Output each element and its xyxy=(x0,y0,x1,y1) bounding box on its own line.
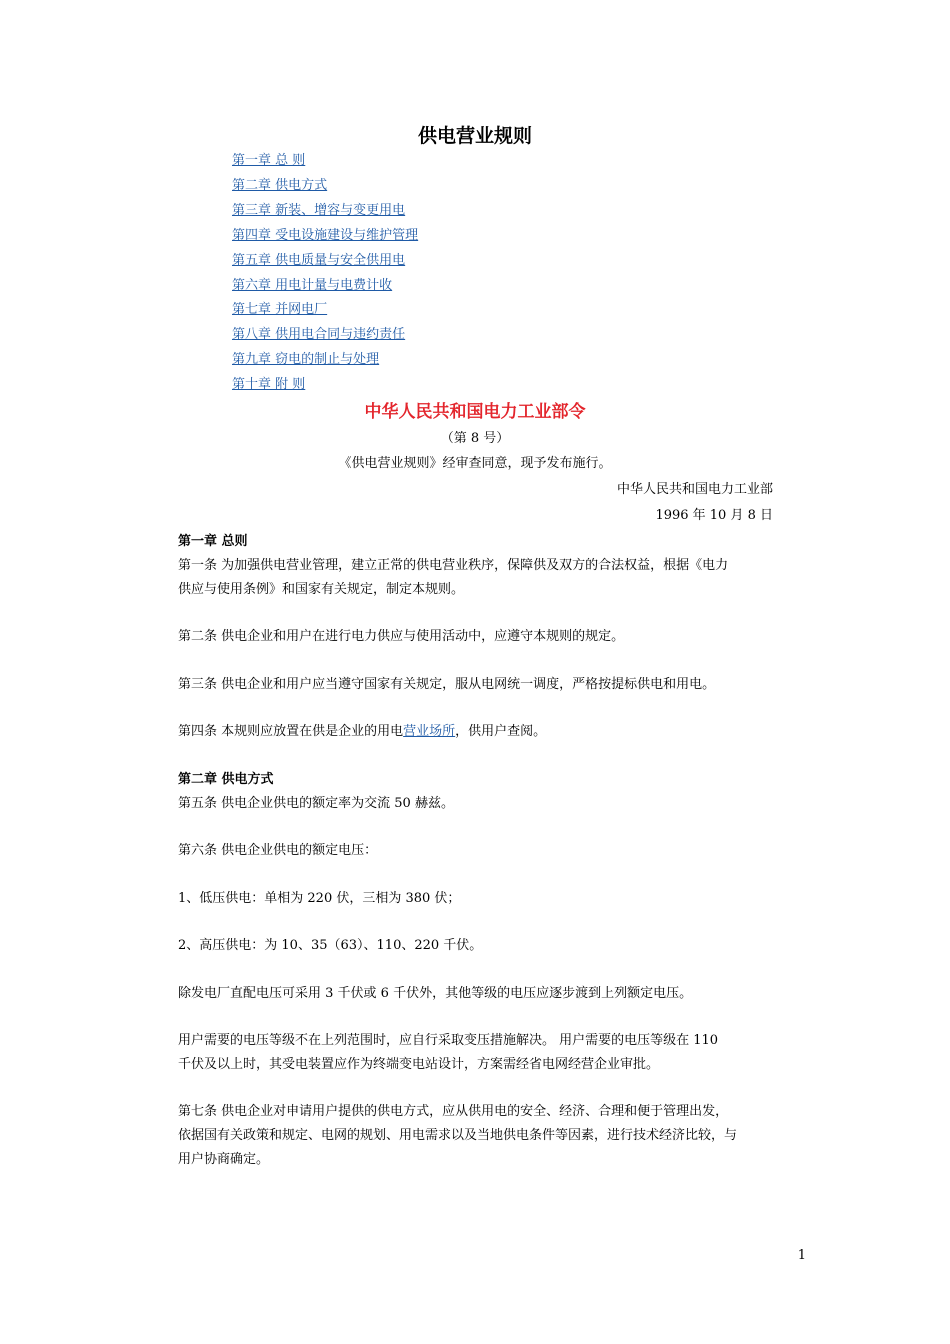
order-issuer: 中华人民共和国电力工业部 xyxy=(616,482,773,497)
business-premises-link[interactable]: 营业场所 xyxy=(403,724,456,739)
toc-link-chapter-1[interactable]: 第一章 总 则 xyxy=(232,153,306,168)
article-5: 第五条 供电企业供电的额定率为交流 50 赫兹。 xyxy=(178,796,454,811)
toc-link-chapter-2[interactable]: 第二章 供电方式 xyxy=(232,177,328,193)
toc-link-chapter-3[interactable]: 第三章 新装、增容与变更用电 xyxy=(232,202,406,218)
toc-link-chapter-9[interactable]: 第九章 窃电的制止与处理 xyxy=(232,352,380,368)
article-1-line-1: 第一条 为加强供电营业管理，建立正常的供电营业秩序，保障供及双方的合法权益，根据《电力 xyxy=(178,558,729,573)
article-3: 第三条 供电企业和用户应当遵守国家有关规定，服从电网统一调度，严格按提标供电和用电。 xyxy=(178,677,716,692)
document-title: 供电营业规则 xyxy=(417,125,532,147)
article-4-text: 第四条 本规则应放置在供是企业的用电 xyxy=(178,724,404,739)
article-7-line-1: 第七条 供电企业对申请用户提供的供电方式，应从供用电的安全、经济、合理和便于管理出发， xyxy=(178,1104,729,1119)
toc-link-chapter-6[interactable]: 第六章 用电计量与电费计收 xyxy=(232,277,393,293)
toc-link-chapter-7[interactable]: 第七章 并网电厂 xyxy=(232,302,328,318)
page-number: 1 xyxy=(797,1248,806,1263)
toc-link-chapter-8[interactable]: 第八章 供用电合同与违约责任 xyxy=(232,327,406,343)
toc-link-chapter-4[interactable]: 第四章 受电设施建设与维护管理 xyxy=(232,227,419,243)
user-voltage-line-1: 用户需要的电压等级不在上列范围时，应自行采取变压措施解决。 用户需要的电压等级在 110 xyxy=(178,1033,719,1048)
order-title: 中华人民共和国电力工业部令 xyxy=(364,402,586,422)
article-2: 第二条 供电企业和用户在进行电力供应与使用活动中，应遵守本规则的规定。 xyxy=(178,629,625,644)
order-date: 1996 年 10 月 8 日 xyxy=(655,508,773,523)
power-plant-voltage: 除发电厂直配电压可采用 3 千伏或 6 千伏外，其他等级的电压应逐步渡到上列额定电压。 xyxy=(178,986,693,1001)
high-voltage-supply: 2、高压供电：为 10、35（63）、110、220 千伏。 xyxy=(178,938,483,953)
order-statement: 《供电营业规则》经审查同意，现予发布施行。 xyxy=(338,456,612,471)
article-4 xyxy=(178,720,774,744)
chapter-1-heading: 第一章 总则 xyxy=(178,534,248,549)
chapter-2-heading: 第二章 供电方式 xyxy=(178,772,274,787)
toc-link-chapter-5[interactable]: 第五章 供电质量与安全供用电 xyxy=(232,252,406,268)
toc-link-chapter-10[interactable]: 第十章 附 则 xyxy=(232,377,306,393)
article-7-line-2: 依据国有关政策和规定、电网的规划、用电需求以及当地供电条件等因素，进行技术经济比较，与 xyxy=(178,1128,738,1143)
article-4-tail: ，供用户查阅。 xyxy=(455,724,547,739)
low-voltage-supply: 1、低压供电：单相为 220 伏，三相为 380 伏； xyxy=(178,891,461,906)
article-7-line-3: 用户协商确定。 xyxy=(178,1152,270,1167)
article-1-line-2: 供应与使用条例》和国家有关规定，制定本规则。 xyxy=(178,582,465,597)
article-6: 第六条 供电企业供电的额定电压： xyxy=(178,843,378,858)
document-body xyxy=(178,530,774,1172)
table-of-contents xyxy=(232,149,418,398)
order-number: （第 8 号） xyxy=(440,431,510,446)
user-voltage-line-2: 千伏及以上时，其受电装置应作为终端变电站设计，方案需经省电网经营企业审批。 xyxy=(178,1057,660,1072)
